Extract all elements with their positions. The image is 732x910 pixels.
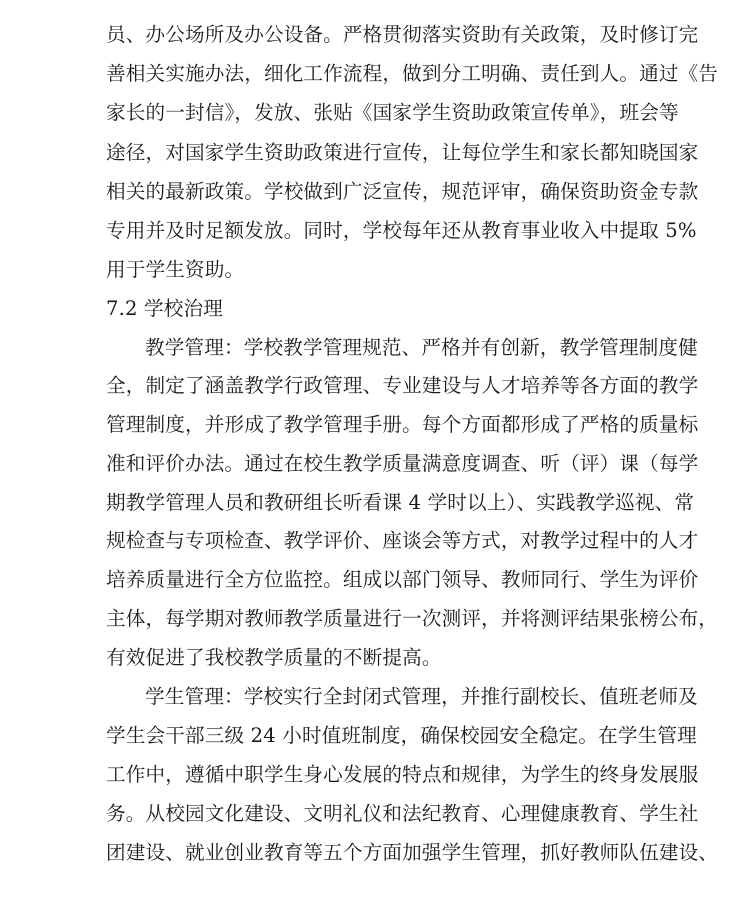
paragraph-line: 有效促进了我校教学质量的不断提高。 (106, 646, 442, 669)
paragraph-line: 准和评价办法。通过在校生教学质量满意度调查、听（评）课（每学 (106, 452, 699, 475)
paragraph-line: 善相关实施办法，细化工作流程，做到分工明确、责任到人。通过《告 (106, 62, 719, 85)
paragraph-line: 规检查与专项检查、教学评价、座谈会等方式，对教学过程中的人才 (106, 529, 699, 552)
paragraph-line: 相关的最新政策。学校做到广泛宣传，规范评审，确保资助资金专款 (106, 180, 699, 203)
paragraph-line: 用于学生资助。 (106, 258, 245, 281)
paragraph-line: 管理制度，并形成了教学管理手册。每个方面都形成了严格的质量标 (106, 413, 699, 436)
paragraph-line: 学生会干部三级 24 小时值班制度，确保校园安全稳定。在学生管理 (106, 724, 697, 747)
section-heading: 7.2 学校治理 (106, 297, 223, 320)
paragraph-line: 培养质量进行全方位监控。组成以部门领导、教师同行、学生为评价 (106, 568, 699, 591)
paragraph-line: 员、办公场所及办公设备。严格贯彻落实资助有关政策，及时修订完 (106, 23, 699, 46)
paragraph-line: 期教学管理人员和教研组长听看课 4 学时以上）、实践教学巡视、常 (106, 491, 695, 514)
paragraph-line: 专用并及时足额发放。同时，学校每年还从教育事业收入中提取 5% (106, 219, 697, 242)
paragraph-line: 工作中，遵循中职学生身心发展的特点和规律，为学生的终身发展服 (106, 763, 699, 786)
paragraph-line: 教学管理：学校教学管理规范、严格并有创新，教学管理制度健 (145, 336, 698, 359)
paragraph-line: 途径，对国家学生资助政策进行宣传，让每位学生和家长都知晓国家 (106, 141, 699, 164)
paragraph-line: 务。从校园文化建设、文明礼仪和法纪教育、心理健康教育、学生社 (106, 802, 699, 825)
paragraph-line: 团建设、就业创业教育等五个方面加强学生管理，抓好教师队伍建设、 (106, 841, 719, 864)
paragraph-line: 主体，每学期对教师教学质量进行一次测评，并将测评结果张榜公布， (106, 607, 719, 630)
paragraph-line: 学生管理：学校实行全封闭式管理，并推行副校长、值班老师及 (145, 685, 698, 708)
paragraph-line: 家长的一封信》，发放、张贴《国家学生资助政策宣传单》，班会等 (106, 101, 679, 124)
paragraph-line: 全，制定了涵盖教学行政管理、专业建设与人才培养等各方面的教学 (106, 374, 699, 397)
